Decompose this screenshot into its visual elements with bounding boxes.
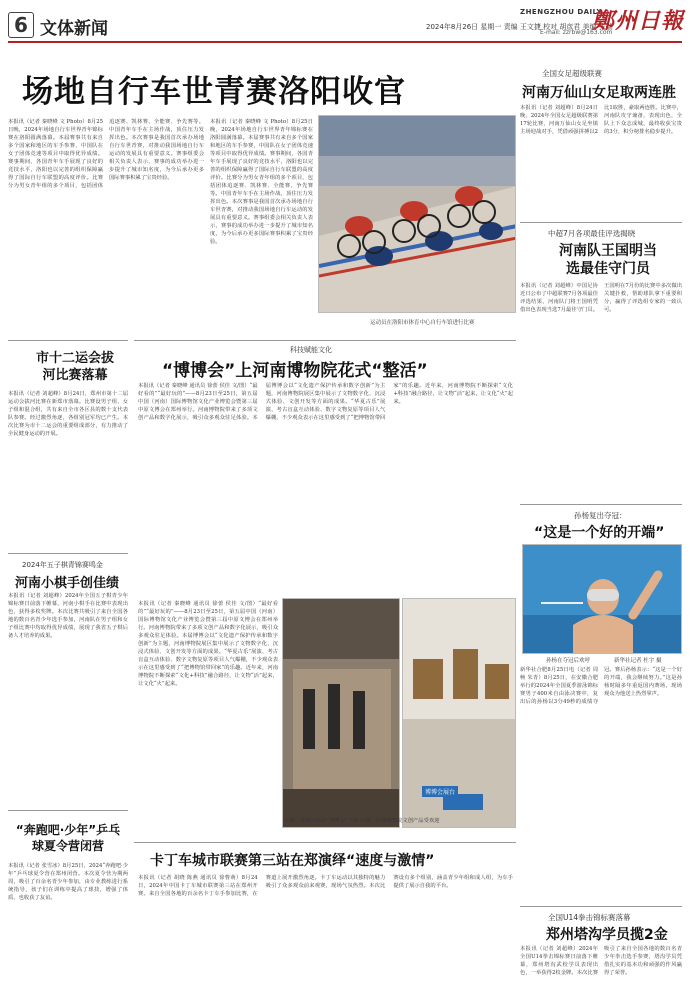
r3-body: 新华社合肥8月25日电（记者 周畅 朱青）8月25日，在安徽合肥举行的2024年全国夏季游泳锦标赛男子400米自由泳决赛中，复出后的孙杨以3分49秒的成绩夺冠。赛后孙杨表示：“这是一个好的开端，我会继续努力。”这是孙杨时隔多年重返国内赛场，现场观众为他送上热烈掌声。 — [520, 667, 682, 705]
swimmer-photo — [522, 544, 682, 654]
rule — [8, 810, 128, 811]
photo-label: 博博会展台 — [422, 786, 458, 797]
r1-body: 本报讯（记者 刘超峰）8月24日晚，2024年全国女足超级联赛第17轮比赛，河南万仙山女足坐镇主场迎战对手，凭借顽强拼搏以2比1取胜，豪取两连胜。比赛中，河南队攻守兼备，表现出色，全队上下众志成城，最终收获宝贵的3分，积分榜排名稳步提升。 — [520, 105, 682, 135]
article-title-tug-of-war: 市十二运会拔河比赛落幕 — [35, 351, 114, 383]
page-number: 6 — [8, 12, 34, 38]
bottom-body: 本报讯（记者 胡晓 陈燕 通讯员 徐曹萌）8月24日，2024年中国卡丁车城市联赛第三站在郑州开赛。来自全国各地的百余名卡丁车手参加比赛，在赛道上展开激烈角逐。卡丁车运动以其独特的魅力吸引了众多观众前来观赛，现场气氛热烈。本次比赛设有多个组别，涵盖青少年组和成人组，为车手提供了展示自我的平台。 — [138, 875, 513, 897]
article-body-tug-of-war: 本报讯（记者 刘超峰）8月24日，郑州市第十二届运动会拔河比赛在新郑市落幕。比赛设男子组、女子组和混合组，共有来自全市各区县的数十支代表队参赛。经过激烈角逐，各组别冠军均已产生。本次比赛为市十二运会的重要组成部分，有力推动了全民健身运动的开展。 — [8, 391, 128, 437]
center-kicker: 科技赋能文化 — [290, 346, 332, 354]
article-title-gomoku: 河南小棋手创佳绩 — [15, 576, 120, 591]
center-body: 本报讯（记者 秦晓峰 通讯员 徐蕾 侯佳 文/图）“最好看的”“最好玩的”——8月23日至25日，第五届中国（河南）国际博物馆文化产业博览会暨第三届中原文博会在郑州举行。河南博物院带来了多项文创产品和数字化展示，吸引众多观众驻足体验。本届博博会以“文化遗产保护传承和数字创新”为主题，河南博物院展区集中展示了文物数字化、沉浸式体验、文创开发等方面的成果。“华夏古乐”展演、考古盲盒互动体验、数字文物复原等项目人气爆棚，不少观众表示在这里感受到了“把博物馆带回家”的乐趣。近年来，河南博物院不断探索“文化+科技”融合路径，让文物“活”起来，让文化“火”起来。 — [138, 383, 513, 421]
paper-email: E-mail: zzrbw@163.com — [540, 29, 613, 36]
article-title-pingpong: “奔跑吧·少年”乒乓球夏令营闭营 — [15, 823, 121, 853]
lead-title: 场地自行车世青赛洛阳收官 — [22, 74, 406, 110]
r4-kicker: 全国U14拳击锦标赛落幕 — [548, 913, 631, 922]
section-title: 文体新闻 — [40, 19, 108, 39]
rule — [8, 553, 128, 554]
article-kicker-gomoku: 2024年五子棋青锦赛鸣金 — [22, 561, 103, 569]
article-body-pingpong: 本报讯（记者 张雪冰）8月25日，2024“奔跑吧·少年”乒乓球夏令营在郑州闭营。本次夏令营为期两周，吸引了百余名青少年参加，由专业教练进行系统指导，孩子们在训练中提高了球技，增强了体质，也收获了友谊。 — [8, 863, 128, 901]
rule — [134, 842, 516, 843]
center-title: “博博会”上河南博物院花式“整活” — [162, 361, 428, 381]
r3-title: “这是一个好的开端” — [534, 525, 665, 541]
r3-kicker: 孙杨复出夺冠： — [574, 511, 627, 520]
r2-title: 河南队王国明当选最佳守门员 — [559, 243, 657, 277]
cycling-photo — [318, 115, 516, 313]
rule — [520, 222, 682, 223]
paper-logo: 鄭州日報 — [592, 8, 685, 34]
bottom-title: 卡丁车城市联赛第三站在郑演绎“速度与激情” — [150, 853, 435, 869]
r1-title: 河南万仙山女足取两连胜 — [522, 85, 676, 101]
lead-caption: 运动员在洛阳市体育中心自行车馆进行比赛 — [370, 320, 475, 326]
lead-body-cont: 本报讯（记者 秦晓峰 文 Photo）8月25日晚，2024年场地自行车世界青年锦标赛在洛阳圆满落幕。本届赛事共有来自多个国家和地区的车手参赛，中国队在女子团体竞速等项目中取得优异成绩。赛事期间，各国青年车手展现了良好的竞技水平，洛阳也以完善的组织保障赢得了国际自行车联盟的高度评价。比赛分为男女青年组的多个项目，包括团体追逐赛、凯林赛、全能赛、争先赛等。中国青年车手在主场作战，顶住压力发挥出色。本次赛事是我国首次承办场地自行车世青赛，对推动我国场地自行车运动的发展具有重要意义。赛事组委会相关负责人表示，赛事的成功举办进一步提升了城市知名度，为今后承办更多国际赛事积累了宝贵经验。 — [210, 119, 313, 245]
r1-kicker: 全国女足超级联赛 — [542, 69, 602, 78]
rule — [134, 340, 516, 341]
paper-english-name: ZHENGZHOU DAILY — [520, 8, 603, 16]
center-caption: 左图：华夏古乐在“博博会”上演 右图：河南博物院文创产品受欢迎 — [284, 818, 440, 824]
rule — [520, 906, 682, 907]
article-body-gomoku: 本报讯（记者 刘超峰）2024年全国五子棋青少年锦标赛日前落下帷幕，河南小棋手在比赛中表现出色，获得多枚奖牌。本次比赛共吸引了来自全国各地的数百名青少年选手参加，河南队在男子组和女子组比赛中均取得优异成绩，展现了我省五子棋后备人才培养的成果。 — [8, 593, 128, 639]
r3-credit: 新华社记者 杜宇 摄 — [614, 658, 662, 664]
r4-body: 本报讯（记者 刘超峰）2024年全国U14拳击锦标赛日前落下帷幕，郑州塔沟武校学员表现出色，一举获得2枚金牌。本次比赛吸引了来自全国各地的数百名青少年拳击选手参赛，塔沟学员凭借扎实的基本功和顽强的作风赢得了荣誉。 — [520, 946, 682, 976]
museum-photo-right — [402, 598, 516, 828]
center-body-cont: 本报讯（记者 秦晓峰 通讯员 徐蕾 侯佳 文/图）“最好看的”“最好玩的”——8月23日至25日，第五届中国（河南）国际博物馆文化产业博览会暨第三届中原文博会在郑州举行。河南博物院带来了多项文创产品和数字化展示，吸引众多观众驻足体验。本届博博会以“文化遗产保护传承和数字创新”为主题，河南博物院展区集中展示了文物数字化、沉浸式体验、文创开发等方面的成果。“华夏古乐”展演、考古盲盒互动体验、数字文物复原等项目人气爆棚，不少观众表示在这里感受到了“把博物馆带回家”的乐趣。近年来，河南博物院不断探索“文化+科技”融合路径，让文物“活”起来，让文化“火”起来。 — [138, 601, 278, 687]
issue-meta: 2024年8月26日 星期一 责编 王文捷 校对 胡彦君 美编 张瑞 — [426, 23, 613, 31]
header-rule — [8, 41, 682, 43]
r3-caption: 孙杨在夺冠后欢呼 — [546, 658, 591, 664]
r4-title: 郑州塔沟学员揽2金 — [546, 927, 668, 943]
r2-kicker: 中超7月各项最佳评选揭晓 — [548, 229, 636, 238]
r2-body: 本报讯（记者 刘超峰）中国足协近日公布了中超联赛7月各项最佳评选结果，河南队门将王国明凭借出色表现当选7月最佳守门员。王国明在7月份的比赛中多次做出关键扑救，帮助球队拿下重要积分，赢得了评选组专家的一致认可。 — [520, 283, 682, 313]
rule — [8, 340, 128, 341]
rule — [520, 504, 682, 505]
museum-photo-left — [282, 598, 400, 828]
lead-body: 本报讯（记者 秦晓峰 文 Photo）8月25日晚，2024年场地自行车世界青年锦标赛在洛阳圆满落幕。本届赛事共有来自多个国家和地区的车手参赛，中国队在女子团体竞速等项目中取得优异成绩。赛事期间，各国青年车手展现了良好的竞技水平，洛阳也以完善的组织保障赢得了国际自行车联盟的高度评价。比赛分为男女青年组的多个项目，包括团体追逐赛、凯林赛、全能赛、争先赛等。中国青年车手在主场作战，顶住压力发挥出色。本次赛事是我国首次承办场地自行车世青赛，对推动我国场地自行车运动的发展具有重要意义。赛事组委会相关负责人表示，赛事的成功举办进一步提升了城市知名度，为今后承办更多国际赛事积累了宝贵经验。 — [8, 119, 204, 189]
